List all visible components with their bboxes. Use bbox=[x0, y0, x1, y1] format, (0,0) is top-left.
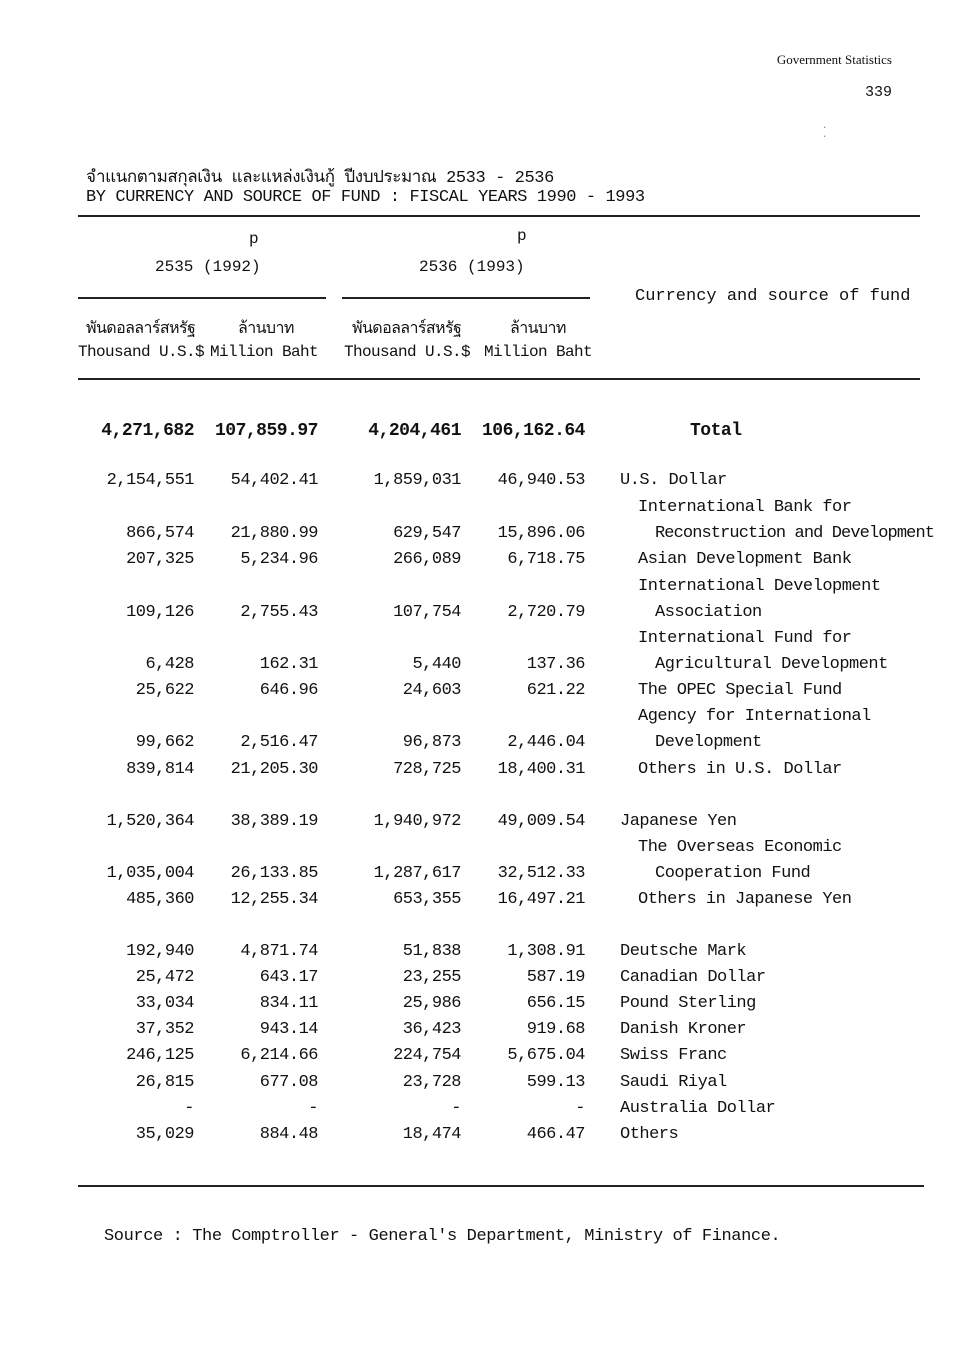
cell: 54,402.41 bbox=[230, 471, 318, 490]
cell: 96,873 bbox=[402, 733, 461, 752]
cell: 728,725 bbox=[393, 760, 461, 779]
cell: 587.19 bbox=[526, 968, 585, 987]
cell: 6,214.66 bbox=[240, 1046, 318, 1065]
cell: 621.22 bbox=[526, 681, 585, 700]
table-row bbox=[0, 524, 966, 550]
cell: 646.96 bbox=[259, 681, 318, 700]
cell: 266,089 bbox=[393, 550, 461, 569]
page-number: 339 bbox=[864, 84, 892, 101]
row-label: Agricultural Development bbox=[655, 655, 888, 674]
table-row bbox=[0, 812, 966, 838]
table-row bbox=[0, 838, 966, 864]
cell: 49,009.54 bbox=[497, 812, 585, 831]
cell: 33,034 bbox=[135, 994, 194, 1013]
cell: 5,675.04 bbox=[507, 1046, 585, 1065]
row-label: International Fund for bbox=[638, 629, 852, 648]
row-label: International Development bbox=[638, 577, 881, 596]
source-note: Source : The Comptroller - General's Department, Ministry of Finance. bbox=[104, 1227, 781, 1246]
table-row bbox=[0, 550, 966, 576]
cell: 12,255.34 bbox=[230, 890, 318, 909]
row-label: Development bbox=[655, 733, 762, 752]
cell: 26,133.85 bbox=[230, 864, 318, 883]
cell: 18,474 bbox=[402, 1125, 461, 1144]
cell: 26,815 bbox=[135, 1073, 194, 1092]
table-top-rule bbox=[78, 215, 920, 217]
unit1-thai: พันดอลลาร์สหรัฐ bbox=[86, 320, 196, 338]
cell: 21,880.99 bbox=[230, 524, 318, 543]
row-label: U.S. Dollar bbox=[620, 471, 727, 490]
cell: 106,162.64 bbox=[481, 421, 585, 441]
cell: 137.36 bbox=[526, 655, 585, 674]
cell: 99,662 bbox=[135, 733, 194, 752]
period2-mark: p bbox=[517, 227, 527, 245]
period1-mark: p bbox=[249, 230, 259, 248]
cell: 2,446.04 bbox=[507, 733, 585, 752]
cell: 107,859.97 bbox=[214, 421, 318, 441]
table-row bbox=[0, 1020, 966, 1046]
cell: 5,234.96 bbox=[240, 550, 318, 569]
table-row bbox=[0, 760, 966, 786]
period1-rule bbox=[78, 297, 326, 299]
row-label: Pound Sterling bbox=[620, 994, 756, 1013]
cell: 4,271,682 bbox=[101, 421, 194, 441]
table-row bbox=[0, 498, 966, 524]
cell: 629,547 bbox=[393, 524, 461, 543]
cell: 2,516.47 bbox=[240, 733, 318, 752]
cell: - bbox=[451, 1099, 461, 1118]
running-header: Government Statistics bbox=[776, 52, 892, 67]
cell: 834.11 bbox=[259, 994, 318, 1013]
cell: 1,035,004 bbox=[106, 864, 194, 883]
row-label: Danish Kroner bbox=[620, 1020, 747, 1039]
period2-year: 2536 (1993) bbox=[419, 258, 525, 276]
row-label: Japanese Yen bbox=[620, 812, 737, 831]
cell: 2,154,551 bbox=[106, 471, 194, 490]
cell: 943.14 bbox=[259, 1020, 318, 1039]
cell: 656.15 bbox=[526, 994, 585, 1013]
row-label: Total bbox=[690, 421, 742, 441]
cell: 25,472 bbox=[135, 968, 194, 987]
cell: 866,574 bbox=[126, 524, 194, 543]
cell: 224,754 bbox=[393, 1046, 461, 1065]
unit2-thai: ล้านบาท bbox=[238, 320, 294, 338]
unit3-english: Thousand U.S.$ bbox=[344, 343, 471, 361]
cell: 24,603 bbox=[402, 681, 461, 700]
cell: 207,325 bbox=[126, 550, 194, 569]
label-column-header: Currency and source of fund bbox=[635, 287, 911, 306]
table-row bbox=[0, 942, 966, 968]
table-row bbox=[0, 1099, 966, 1125]
cell: 6,718.75 bbox=[507, 550, 585, 569]
cell: 192,940 bbox=[126, 942, 194, 961]
row-label: Swiss Franc bbox=[620, 1046, 727, 1065]
row-label: The OPEC Special Fund bbox=[638, 681, 842, 700]
cell: 37,352 bbox=[135, 1020, 194, 1039]
table-row bbox=[0, 994, 966, 1020]
table-header-bottom-rule bbox=[78, 378, 920, 380]
row-label: Australia Dollar bbox=[620, 1099, 776, 1118]
row-label: Asian Development Bank bbox=[638, 550, 852, 569]
cell: - bbox=[184, 1099, 194, 1118]
table-row bbox=[0, 733, 966, 759]
table-row bbox=[0, 1125, 966, 1151]
title-thai: จำแนกตามสกุลเงิน และแหล่งเงินกู้ ปีงบประมาณ 2533 - 2536 bbox=[86, 169, 554, 188]
cell: 246,125 bbox=[126, 1046, 194, 1065]
table-row bbox=[0, 577, 966, 603]
cell: 1,308.91 bbox=[507, 942, 585, 961]
cell: 25,622 bbox=[135, 681, 194, 700]
row-label: Others in Japanese Yen bbox=[638, 890, 852, 909]
cell: 25,986 bbox=[402, 994, 461, 1013]
table-row bbox=[0, 471, 966, 497]
cell: 46,940.53 bbox=[497, 471, 585, 490]
cell: 2,755.43 bbox=[240, 603, 318, 622]
cell: 643.17 bbox=[259, 968, 318, 987]
row-label: Others in U.S. Dollar bbox=[638, 760, 842, 779]
table-row bbox=[0, 890, 966, 916]
unit1-english: Thousand U.S.$ bbox=[78, 343, 205, 361]
row-label: Association bbox=[655, 603, 762, 622]
cell: 4,871.74 bbox=[240, 942, 318, 961]
cell: 919.68 bbox=[526, 1020, 585, 1039]
table-row bbox=[0, 1073, 966, 1099]
title-english: BY CURRENCY AND SOURCE OF FUND : FISCAL YEARS 1990 - 1993 bbox=[86, 188, 645, 207]
table-row bbox=[0, 655, 966, 681]
row-label: Canadian Dollar bbox=[620, 968, 766, 987]
cell: 15,896.06 bbox=[497, 524, 585, 543]
cell: 4,204,461 bbox=[368, 421, 461, 441]
period1-year: 2535 (1992) bbox=[155, 258, 261, 276]
unit3-thai: พันดอลลาร์สหรัฐ bbox=[352, 320, 462, 338]
table-row bbox=[0, 1046, 966, 1072]
cell: 1,287,617 bbox=[373, 864, 461, 883]
table-bottom-rule bbox=[78, 1185, 924, 1187]
cell: 466.47 bbox=[526, 1125, 585, 1144]
row-label: Others bbox=[620, 1125, 679, 1144]
table-row bbox=[0, 968, 966, 994]
row-label: International Bank for bbox=[638, 498, 852, 517]
cell: 485,360 bbox=[126, 890, 194, 909]
table-row bbox=[0, 864, 966, 890]
cell: 839,814 bbox=[126, 760, 194, 779]
unit2-english: Million Baht bbox=[210, 343, 319, 361]
unit4-thai: ล้านบาท bbox=[510, 320, 566, 338]
cell: 21,205.30 bbox=[230, 760, 318, 779]
table-row bbox=[0, 629, 966, 655]
cell: 107,754 bbox=[393, 603, 461, 622]
cell: 677.08 bbox=[259, 1073, 318, 1092]
cell: 162.31 bbox=[259, 655, 318, 674]
cell: 2,720.79 bbox=[507, 603, 585, 622]
row-label: Deutsche Mark bbox=[620, 942, 747, 961]
cell: - bbox=[308, 1099, 318, 1118]
cell: 32,512.33 bbox=[497, 864, 585, 883]
unit4-english: Million Baht bbox=[484, 343, 593, 361]
table-row bbox=[0, 681, 966, 707]
cell: 109,126 bbox=[126, 603, 194, 622]
cell: 1,859,031 bbox=[373, 471, 461, 490]
table-row-total bbox=[0, 421, 966, 447]
cell: 5,440 bbox=[412, 655, 461, 674]
scan-mark: . . bbox=[822, 121, 828, 140]
row-label: Cooperation Fund bbox=[655, 864, 811, 883]
cell: 653,355 bbox=[393, 890, 461, 909]
cell: 6,428 bbox=[145, 655, 194, 674]
cell: 18,400.31 bbox=[497, 760, 585, 779]
cell: 884.48 bbox=[259, 1125, 318, 1144]
cell: 23,255 bbox=[402, 968, 461, 987]
cell: 1,520,364 bbox=[106, 812, 194, 831]
cell: 36,423 bbox=[402, 1020, 461, 1039]
cell: 35,029 bbox=[135, 1125, 194, 1144]
table-row bbox=[0, 603, 966, 629]
cell: 51,838 bbox=[402, 942, 461, 961]
cell: 38,389.19 bbox=[230, 812, 318, 831]
cell: - bbox=[575, 1099, 585, 1118]
cell: 16,497.21 bbox=[497, 890, 585, 909]
row-label: Saudi Riyal bbox=[620, 1073, 727, 1092]
row-label: The Overseas Economic bbox=[638, 838, 842, 857]
row-label: Agency for International bbox=[638, 707, 871, 726]
cell: 23,728 bbox=[402, 1073, 461, 1092]
row-label: Reconstruction and Development bbox=[655, 524, 935, 543]
period2-rule bbox=[342, 297, 590, 299]
cell: 599.13 bbox=[526, 1073, 585, 1092]
cell: 1,940,972 bbox=[373, 812, 461, 831]
table-row bbox=[0, 707, 966, 733]
